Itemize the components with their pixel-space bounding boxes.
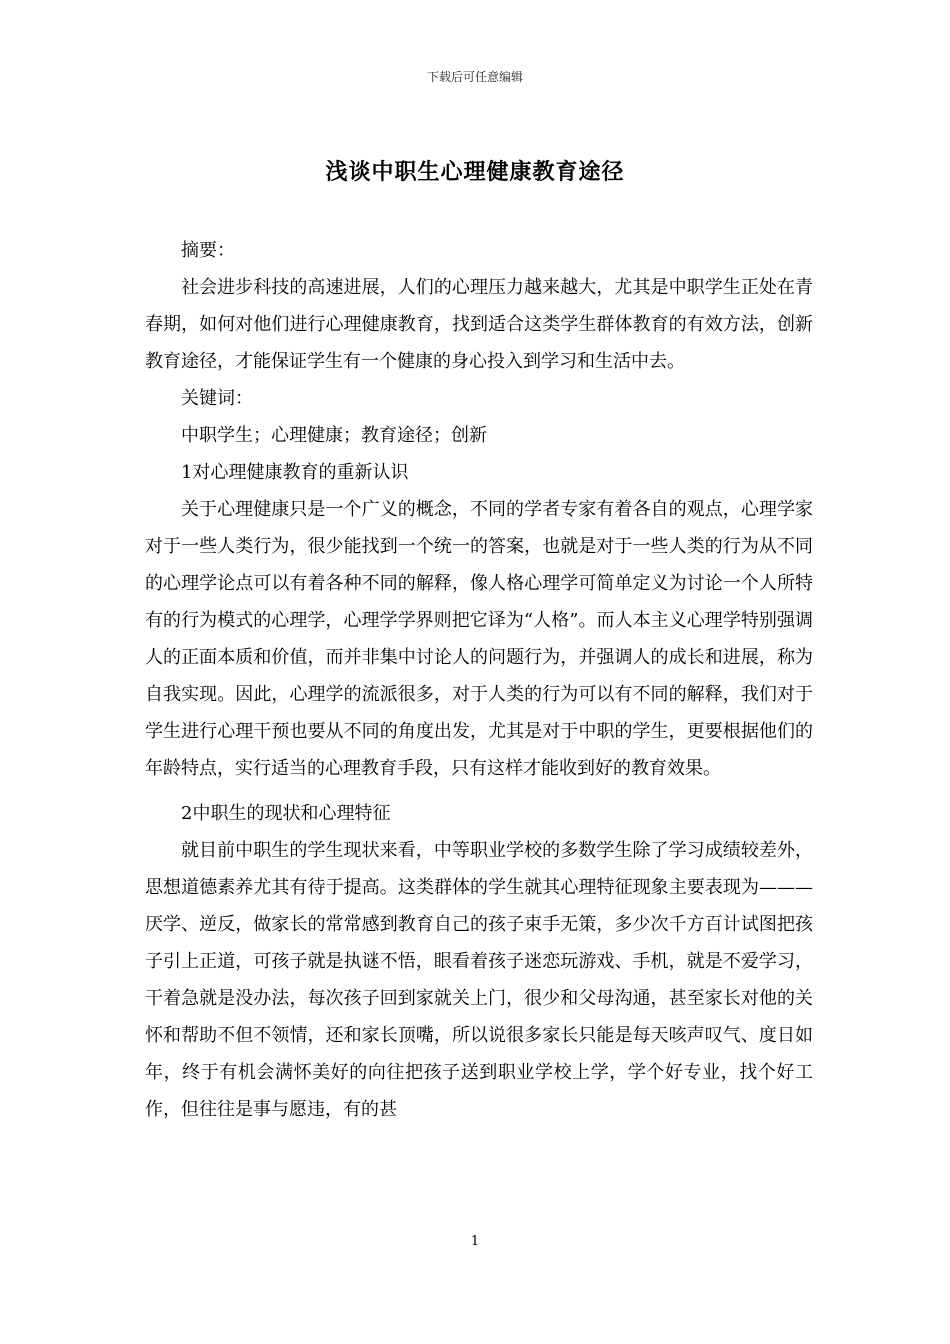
abstract-text: 社会进步科技的高速进展，人们的心理压力越来越大，尤其是中职学生正处在青春期，如何对他们进行心理健康教育，找到适合这类学生群体教育的有效方法，创新教育途径，才能保证学生有一个健康的身心投入到学习和生活中去。	[145, 277, 813, 372]
section2-text: 就目前中职生的学生现状来看，中等职业学校的多数学生除了学习成绩较差外，思想道德素养尤其有待于提高。这类群体的学生就其心理特征现象主要表现为———厌学、逆反，做家长的常常感到教育自己的孩子束手无策，多少次千方百计试图把孩子引上正道，可孩子就是执谜不悟，眼看着孩子迷恋玩游戏、手机，就是不爱学习，干着急就是没办法，每次孩子回到家就关上门，很少和父母沟通，甚至家长对他的关怀和帮助不但不领情，还和家长顶嘴，所以说很多家长只能是每天咳声叹气、度日如年，终于有机会满怀美好的向往把孩子送到职业学校上学，学个好专业，找个好工作，但往往是事与愿违，有的甚	[145, 840, 813, 1120]
abstract-label: 摘要：	[181, 240, 235, 261]
section1-text: 关于心理健康只是一个广义的概念，不同的学者专家有着各自的观点，心理学家对于一些人类行为，很少能找到一个统一的答案，也就是对于一些人类的行为从不同的心理学论点可以有着各种不同的解释，像人格心理学可简单定义为讨论一个人所特有的行为模式的心理学，心理学学界则把它译为“人格”。而人本主义心理学特别强调人的正面本质和价值，而并非集中讨论人的问题行为，并强调人的成长和进展，称为自我实现。因此，心理学的流派很多，对于人类的行为可以有不同的解释，我们对于学生进行心理干预也要从不同的角度出发，尤其是对于中职的学生，更要根据他们的年龄特点，实行适当的心理教育手段，只有这样才能收到好的教育效果。	[145, 499, 813, 779]
keywords-label: 关键词：	[181, 388, 253, 409]
section1-heading: 1对心理健康教育的重新认识	[181, 462, 409, 483]
document-title: 浅谈中职生心理健康教育途径	[325, 159, 625, 185]
page-number: 1	[470, 1234, 480, 1249]
keywords-text: 中职学生；心理健康；教育途径；创新	[181, 425, 487, 446]
section2-heading: 2中职生的现状和心理特征	[181, 803, 391, 824]
page-header: 下载后可任意编辑	[426, 70, 523, 84]
document-body	[145, 232, 813, 1128]
